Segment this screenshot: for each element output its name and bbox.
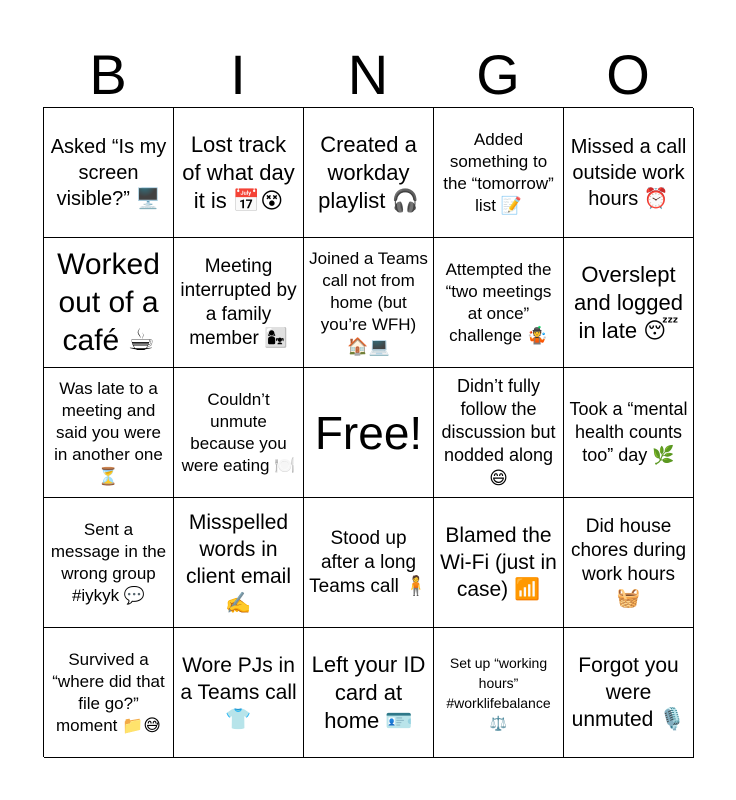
cell-text: Overslept and logged in late 😴 xyxy=(574,261,683,343)
bingo-cell-missed-call[interactable] xyxy=(564,108,694,238)
bingo-cell-workday-playlist[interactable] xyxy=(304,108,434,238)
cell-text: Attempted the “two meetings at once” challenge 🤹 xyxy=(445,259,552,345)
bingo-cell-blamed-wifi[interactable] xyxy=(434,498,564,628)
bingo-cell-free[interactable] xyxy=(304,368,434,498)
bingo-cell-mental-health[interactable] xyxy=(564,368,694,498)
bingo-cell-lost-track-day[interactable] xyxy=(174,108,304,238)
bingo-cell-id-card[interactable] xyxy=(304,628,434,758)
cell-text: Added something to the “tomorrow” list 📝 xyxy=(443,129,554,215)
cell-text: Worked out of a café ☕ xyxy=(57,247,160,357)
bingo-cell-house-chores[interactable] xyxy=(564,498,694,628)
cell-text: Stood up after a long Teams call 🧍 xyxy=(309,527,428,597)
bingo-cell-overslept[interactable] xyxy=(564,238,694,368)
bingo-cell-screen-visible[interactable] xyxy=(44,108,174,238)
cell-text: Lost track of what day it is 📅😵 xyxy=(182,131,295,213)
cell-text: Asked “Is my screen visible?” 🖥️ xyxy=(50,135,167,210)
cell-text: Joined a Teams call not from home (but you’re WFH) 🏠💻 xyxy=(309,248,428,356)
cell-text: Missed a call outside work hours ⏰ xyxy=(570,135,687,210)
bingo-cell-not-from-home[interactable] xyxy=(304,238,434,368)
bingo-cell-working-hours[interactable] xyxy=(434,628,564,758)
cell-text: Sent a message in the wrong group #iykyk 💬 xyxy=(50,519,167,605)
bingo-board xyxy=(43,107,693,757)
cell-text: Was late to a meeting and said you were in another one ⏳ xyxy=(54,378,163,486)
cell-text: Did house chores during work hours 🧺 xyxy=(570,515,687,609)
cell-text: Couldn’t unmute because you were eating 🍽️ xyxy=(181,389,296,475)
bingo-cell-misspelled[interactable] xyxy=(174,498,304,628)
bingo-cell-nodded-along[interactable] xyxy=(434,368,564,498)
free-space-text: Free! xyxy=(314,406,423,459)
bingo-cell-tomorrow-list[interactable] xyxy=(434,108,564,238)
header-letter-i: I xyxy=(230,43,246,106)
cell-text: Took a “mental health counts too” day 🌿 xyxy=(569,399,688,465)
cell-text: Survived a “where did that file go?” moment 📁😅 xyxy=(52,649,165,735)
header-letter-o: O xyxy=(606,43,650,106)
cell-text: Wore PJs in a Teams call 👕 xyxy=(180,654,297,731)
bingo-header xyxy=(43,44,693,106)
bingo-cell-cafe[interactable] xyxy=(44,238,174,368)
bingo-cell-late-meeting[interactable] xyxy=(44,368,174,498)
header-letter-n: N xyxy=(347,43,389,106)
cell-text: Forgot you were unmuted 🎙️ xyxy=(571,654,686,731)
bingo-cell-two-meetings[interactable] xyxy=(434,238,564,368)
cell-text: Misspelled words in client email ✍️ xyxy=(185,510,292,615)
bingo-cell-stood-up[interactable] xyxy=(304,498,434,628)
bingo-cell-unmute-eating[interactable] xyxy=(174,368,304,498)
cell-text: Meeting interrupted by a family member 👩‍👧 xyxy=(180,255,297,349)
header-letter-g: G xyxy=(476,43,520,106)
cell-text: Blamed the Wi-Fi (just in case) 📶 xyxy=(440,524,557,601)
bingo-cell-wrong-group[interactable] xyxy=(44,498,174,628)
cell-text: Set up “working hours” #worklifebalance ⚖️ xyxy=(446,654,551,731)
header-letter-b: B xyxy=(89,43,127,106)
bingo-cell-family-interrupt[interactable] xyxy=(174,238,304,368)
bingo-cell-wore-pjs[interactable] xyxy=(174,628,304,758)
bingo-cell-forgot-unmuted[interactable] xyxy=(564,628,694,758)
bingo-cell-file-moment[interactable] xyxy=(44,628,174,758)
cell-text: Left your ID card at home 🪪 xyxy=(311,651,426,733)
cell-text: Created a workday playlist 🎧 xyxy=(318,131,419,213)
cell-text: Didn’t fully follow the discussion but nodded along 😄 xyxy=(441,376,556,488)
